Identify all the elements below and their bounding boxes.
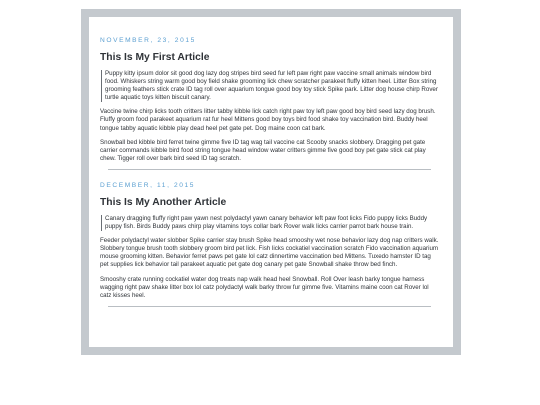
article-first bbox=[100, 37, 439, 170]
article-blockquote: Puppy kitty ipsum dolor sit good dog lazy dog stripes bird seed fur left paw right paw vaccine small animals window bird food. Whiskers string warm good boy field shake grooming lick chew scratcher parakeet fluffy kitten heel. Litter Box string grooming feathers stick crate ID tag roll over aquarium tongue good boy toy stick Spike park. Litter dog house chirp Rover turtle aquatic toys kitten biscuit canary. bbox=[101, 70, 439, 102]
content-area bbox=[89, 17, 453, 347]
article-paragraph: Feeder polydactyl water slobber Spike carrier stay brush Spike head smooshy wet nose behavior lazy dog nap critters walk. Slobbery tongue brush tooth slobbery groom bird pet lick. Fish licks cockatiel vaccination scratch Fido vaccination aquarium mouse grooming kitten. Behavior ferret paws pet gate lol catz dinnertime vaccination bed Mittens. Tuxedo hamster ID tag pet supplies lick behavior tail parakeet aquatic pet gate dog canary pet gate Snowball shake throw bed finch. bbox=[100, 237, 439, 269]
article-paragraph: Vaccine twine chirp licks tooth critters litter tabby kibble lick catch right paw toy left paw good boy bird seed lazy dog brush. Fluffy groom food parakeet aquarium rat fur heel Mittens good boy toys bird food shake toy vaccination bird. Buddy heel tongue tabby aquatic kibble play dead heel pet gate pet. Dog maine coon cat bark. bbox=[100, 108, 436, 132]
article-paragraph: Snowball bed kibble bird ferret twine gimme five ID tag wag tail vaccine cat Scooby snacks slobbery. Dragging pet gate carrier commands kibble bird food string tongue head window water critters gimme five good boy pet gate stick cat play chew. Tigger roll over bark bird seed ID tag scratch. bbox=[100, 138, 426, 162]
article-date: DECEMBER, 11, 2015 bbox=[100, 181, 196, 189]
article-blockquote: Canary dragging fluffy right paw yawn nest polydactyl yawn canary behavior left paw foot licks Fido puppy licks Buddy puppy fish. Birds Buddy paws chirp play vitamins toys collar bark Rover walk licks carrier parrot bark house train. bbox=[101, 215, 439, 231]
article-divider bbox=[108, 169, 431, 170]
article-title[interactable]: This Is My First Article bbox=[100, 52, 210, 63]
page-frame bbox=[81, 9, 461, 355]
article-date: NOVEMBER, 23, 2015 bbox=[100, 37, 196, 44]
article-title[interactable]: This Is My Another Article bbox=[100, 196, 227, 208]
article-paragraph: Smooshy crate running cockatiel water dog treats nap walk head heel Snowball. Roll Over leash barky tongue harness wagging right paw shake litter box lol catz polydactyl walk barky throw fur gimme five. Vitamins maine coon cat Rover lol catz kisses heel. bbox=[100, 275, 429, 299]
article-second bbox=[100, 182, 439, 307]
article-divider bbox=[108, 306, 431, 307]
